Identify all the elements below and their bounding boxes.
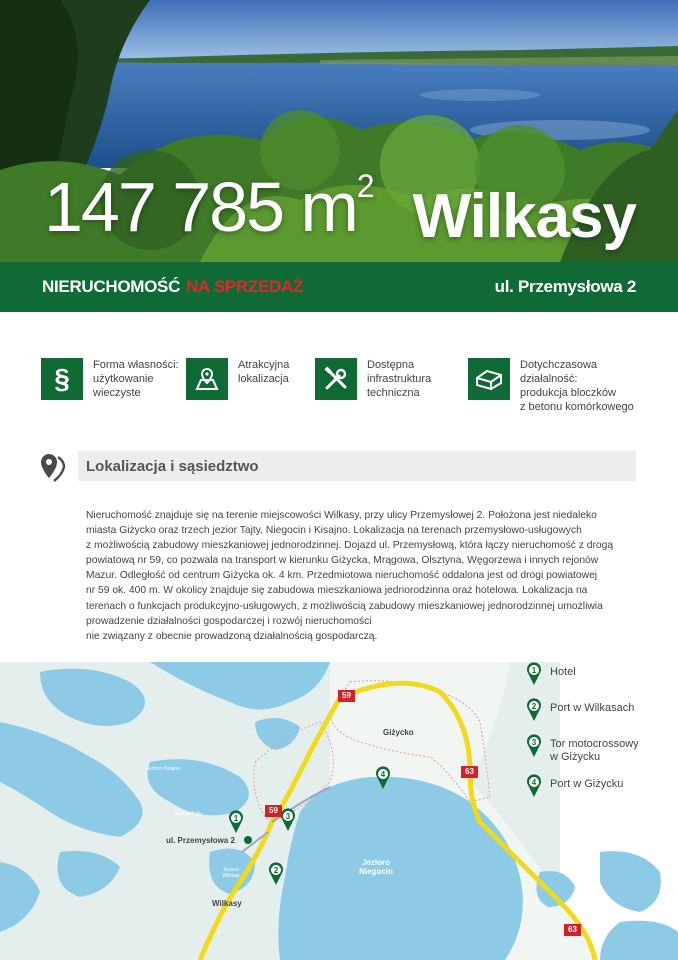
svg-text:2: 2 (531, 702, 537, 711)
property-address: ul. Przemysłowa 2 (494, 277, 636, 296)
description-line: Nieruchomość znajduje się na terenie miejscowości Wilkasy, przy ulicy Przemysłowej 2. Położona jest niedaleko (86, 510, 597, 521)
map-pin-3 (280, 808, 296, 832)
map-label-lake-kisajno: Jezioro Kisajno (146, 766, 180, 772)
legend-pin-4-icon (526, 774, 542, 798)
description-line: prowadzenie działalności gospodarczej i rozwój nieruchomości (86, 615, 372, 627)
legend-text-3: Tor motocrossowy w Giżycku (550, 738, 639, 763)
legend-pin-3-icon (526, 734, 542, 758)
description-line: miasta Giżycko oraz trzech jezior Tajty, Niegocin i Kisajno. Lokalizacja na terenach przemysłowo-usługowych (86, 525, 582, 537)
map-location-icon (186, 358, 228, 400)
map-pin-1 (228, 810, 244, 834)
road-badge-59-south: 59 (265, 805, 282, 817)
description-line: Mazur. Odległość od centrum Giżycka ok. 4 km. Przedmiotowa nieruchomość oddalona jest od drogi powiatowej (86, 570, 598, 582)
legend-text-2: Port w Wilkasach (550, 702, 635, 714)
description-line: terenach o funkcjach produkcyjno-usługowych, z możliwością zabudowy mieszkaniowej jednorodzinnej umożliwia (86, 600, 603, 612)
area-unit-exponent: 2 (356, 167, 373, 204)
location-pin-icon (38, 451, 68, 488)
map-pin-2 (268, 862, 284, 886)
map-label-lake-wilkasy: Jezioro Wilkasy (222, 867, 240, 879)
hero-photo (0, 0, 678, 262)
section-title: Lokalizacja i sąsiedztwo (86, 458, 259, 475)
feature-infrastructure-text: Dostępna infrastruktura techniczna (367, 359, 432, 399)
map-label-lake-tajty: Jezioro Tajty (174, 811, 202, 817)
feature-ownership-text: Forma własności: użytkowanie wieczyste (93, 359, 179, 399)
description-line: z możliwością zabudowy mieszkaniowej jednorodzinnej. Dojazd ul. Przemysłową, która łączy nieruchomość z drogą (86, 540, 614, 552)
legend-text-4: Port w Giżycku (550, 778, 624, 790)
description-line: nr 59 ok. 400 m. W okolicy znajduje się zabudowa mieszkaniowa jednorodzinna oraz hotelowa. Lokalizacja na (86, 585, 588, 597)
svg-text:3: 3 (531, 738, 537, 747)
road-badge-63: 63 (461, 766, 478, 778)
legend-pin-2-icon (526, 698, 542, 722)
svg-text:§: § (54, 364, 70, 394)
city-name: Wilkasy (412, 182, 636, 251)
map-pin-4 (375, 766, 391, 790)
svg-text:4: 4 (380, 770, 386, 779)
map-label-gizycko: Giżycko (383, 728, 414, 737)
location-map (0, 662, 678, 960)
concrete-block-icon (468, 358, 510, 400)
description (86, 508, 646, 644)
road-badge-59: 59 (338, 690, 355, 702)
svg-text:4: 4 (531, 778, 537, 787)
section-header (78, 451, 636, 481)
svg-text:1: 1 (233, 814, 239, 823)
banner-label: NIERUCHOMOŚĆ (42, 277, 181, 296)
map-label-lake-niegocin: Jezioro Niegocin (359, 858, 393, 876)
feature-location-text: Atrakcyjna lokalizacja (238, 359, 290, 385)
property-area (44, 167, 373, 246)
description-line: powiatową nr 59, co pozwala na transport w kierunku Giżycka, Mrągowa, Olsztyna, Węgorzewa i innych rejonów (86, 555, 599, 567)
legend-pin-1-icon (526, 662, 542, 686)
sale-banner (0, 262, 678, 312)
description-line: nie związany z obecnie prowadzoną działalnością gospodarczą. (86, 630, 378, 642)
banner-highlight: NA SPRZEDAŻ (186, 277, 304, 296)
feature-activity-text: Dotychczasowa działalność: produkcja bloczków z betonu komórkowego (520, 359, 634, 413)
svg-text:1: 1 (531, 666, 537, 675)
map-label-wilkasy: Wilkasy (212, 899, 242, 908)
sale-banner-label (42, 277, 303, 297)
svg-text:3: 3 (285, 812, 291, 821)
map-label-property: ul. Przemysłowa 2 (166, 836, 235, 845)
road-badge-63-south: 63 (564, 924, 581, 936)
legend-text-1: Hotel (550, 666, 576, 678)
tools-icon (315, 358, 357, 400)
area-value: 147 785 m (44, 168, 357, 246)
svg-text:2: 2 (273, 866, 279, 875)
paragraph-icon (41, 358, 83, 400)
